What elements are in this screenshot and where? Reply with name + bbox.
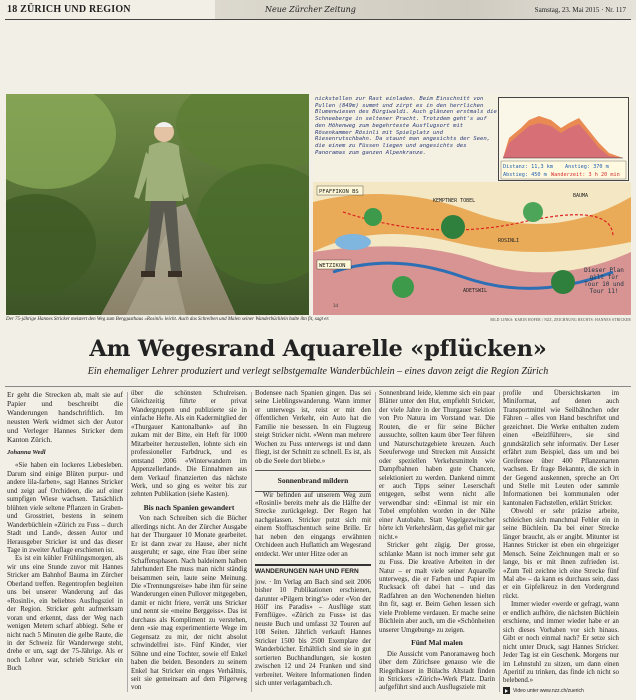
column-divider: [251, 392, 252, 692]
elevation-profile: [498, 97, 629, 181]
article-headline: Am Wegesrand Aquarelle «pflücken»: [89, 336, 547, 362]
video-link-text: Video unter www.nzz.ch/zuerich: [513, 687, 584, 694]
article-column-1: [7, 390, 123, 674]
paragraph: Obwohl er sehr präzise arbeite, schleichen sich manchmal Fehler ein in seine Büchlein. Da bei einer Strecke länger braucht, als er angibt. Mitunter ist Hannes Stricker ist eben ein ehrgeiziger Mensch. Seine Zeichnungen malt er so lange, bis er mit ihnen zufrieden ist. «Zum Teil zeichne ich eine Strecke fünf Mal ab» – da kann es durchaus sein, dass er ein Gipfelkreuz in den Vordergrund rückt.: [503, 508, 619, 600]
section-title: 18 ZÜRICH UND REGION: [7, 4, 131, 15]
paragraph: Sonnenbrand leide, klemme sich ein paar Blätter unter den Hut, empfiehlt Stricker, der viele Jahre in der Thurgauer Sektion von Pro Natura im Vorstand war. Die Routen, die er für seine Bücher aussuchte, sollten kaum über Teer führen und Naturschutzgebiete kreuzen. Auch Seeuferwege und Strecken mit Aussicht oder speziellen Verkehrsmitteln wie Dampfbahnen haben gute Chancen, selektioniert zu werden. Dankend nimmt er auch Tipps seiner Leserschaft entgegen, selbst wenn nicht alle verwendbar sind: «Einmal ist mir ein Tobel empfohlen worden in der Nähe einer Autobahn. Statt Vogelgezwitscher hörte ich Verkehrslärm, das gefiel mir gar nicht.»: [379, 390, 495, 541]
paragraph: Wir befinden auf unserem Weg zum «Rosinli» bereits mehr als die Hälfte der Strecke zurückgelegt. Der Regen hat nachgelassen. Stricker putzt sich mit einem Stofftaschentuch seine Brille. Er hat neben den eingangs erwähnten Orchideen auch Huflattich am Wegesrand entdeckt. Wer unter Hitze oder an: [255, 491, 371, 558]
issue-date: Samstag, 23. Mai 2015 · Nr. 117: [534, 6, 626, 14]
subheading-box: [255, 470, 371, 491]
article-column-2: [131, 390, 247, 693]
article-column-4: [379, 390, 495, 693]
info-box-text: jow. · Im Verlag am Bach sind seit 2006 bisher 10 Publikationen erschienen, darunter «Pilgern bringt's» oder «Von der Höll' ins Paradis» – Ausflüge statt Fernflüge». «Zürich zu Fuss» ist das neuste Buch und umfasst 32 Touren auf 108 Seiten. Jährlich verkauft Hannes Stricker 1500 bis 2500 Exemplare der Wanderbücher. Erhältlich sind sie in gut sortierten Buchhandlungen, sie kosten zwischen 12 und 24 Franken und sind verbreitet. Weitere Informationen finden sich unter verlagambach.ch.: [255, 578, 371, 688]
article-subhead: Ein ehemaliger Lehrer produziert und verlegt selbstgemalte Wanderbüchlein – eines davon zeigt die Region Zürich: [87, 366, 549, 377]
distance-label: Distanz: 11,3 km: [503, 164, 553, 170]
place-label: ROSINLI: [498, 238, 520, 244]
hiker-illustration: [6, 94, 309, 315]
place-label: WETZIKON: [319, 263, 346, 269]
video-link[interactable]: [503, 687, 627, 694]
video-play-icon: [503, 687, 510, 694]
info-box: [255, 564, 371, 688]
paragraph: Bodensee nach Spanien gingen. Das sei seine Lieblingswanderung. Wann immer er unterwegs ist, reist er mit den öffentlichen Verkehr, ein Auto hat die Familie nie besessen. In ein Flugzeug steigt Stricker nicht. «Wenn man mehrere Wochen zu Fuss unterwegs ist und dann fliegt, ist der Schnitt zu schnell. Es ist, als ob die Seele dort bliebe.»: [255, 390, 371, 465]
article-column-5: [503, 390, 619, 686]
column-divider: [375, 392, 376, 692]
column-divider: [127, 392, 128, 692]
watercolor-map: [313, 94, 631, 315]
paragraph: Von nach Schreiben sich die Bücher allerdings nicht. An der Zürcher Ausgabe hat der Thurgauer 10 Monate gearbeitet. Er ist dann zwar zu Hause, aber nicht ausgeruht; er sage, eine Frau über seine Schaffensphasen. Nach baldeinem halben Jahrhundert Ehe muss man nicht ständig beisammen sein, laute seine Meinung. Die «Trennungsreise» habe ihm für seine Wanderungen einen Pullover mitgegeben, damit er nicht friere, verrät uns Stricker und nennt sie «meine Berggeiss». Das ist durchaus als Kompliment zu verstehen, denn «sie mag experimentierte Wege im Gegensatz zu mir, der nicht absolut schwindelfrei ist». Fünf Kinder, vier Söhne und eine Tochter, sowie elf Enkel haben die beiden. Besonders zu seinem Enkel hat Stricker ein enges Verhältnis, seit sie gemeinsam auf dem Pilgerweg von: [131, 515, 247, 692]
subheading: Sonnenbrand mildern: [277, 476, 349, 486]
paragraph: Immer wieder «werde er gefragt, wann er endlich aufhöre, die nächsten Büchlein erschiene, und immer wieder habe er an sich dieses Vorhaben vor sich hinaus. Gibt er noch einmal nach? Er setze sich nicht unter Druck, sagt Hannes Stricker. Jeder Tag ist ein Geschenk. Morgens nur im Lehnstuhl zu sitzen, um dann einen Aperitif zu trinken, das finde ich nicht so belebend.»: [503, 601, 619, 685]
paragraph: Es ist ein kühler Frühlingsmorgen, als wir uns eine Stunde zuvor mit Hannes Stricker am Bahnhof Bauma im Zürcher Oberland treffen. Regentropfen begleiten uns bei unserer Wanderung auf das «Rosinli», ein beliebtes Ausflugsziel in der Region. Stricker geht aufmerksam voran und erkennt, dass der Weg nach wenigen Metern scharf abbiegt. Sehe er nicht nach 5 Minuten die gelbe Raute, die in der Schweiz für Wanderwege steht, drehe er um, sagt der 75-Jährige. Als er noch Lehrer war, schrieb Stricker ein Buch: [7, 555, 123, 673]
place-label: BAUMA: [573, 193, 589, 199]
paragraph: Stricker geht zügig. Der grosse, schlanke Mann ist noch immer sehr gut zu Fuss. Die kreative Arbeiten in der Natur – er malt viele seiner Aquarelle unterwegs, die er Farben und Papier im Rucksack oft dabei hat – und das Radfahren an den Wochenenden hielten ihn fit, sagt er. Beim Gehen lessen sich viele Probleme verdauen. Er mache seine Büchlein aber auch, um die «Schönheiten unserer Umgebung» zu zeigen.: [379, 542, 495, 634]
column-divider: [499, 392, 500, 692]
ascent-label: Anstieg: 370 m: [565, 164, 609, 170]
hiker-photo: [6, 94, 309, 315]
article-lead: Er geht die Strecken ab, malt sie auf Papier und beschreibt die Wanderungen handschriftlich. Im neusten Werk widmet sich der Autor und Verleger Hannes Stricker dem Kanton Zürich.: [7, 390, 123, 444]
headline-rule: [5, 386, 631, 387]
place-label: KEMPTNER TOBEL: [433, 198, 476, 204]
paragraph: Die Aussicht vom Panoramaweg hoch über dem Zürichsee genauso wie die Riegelhäuser in Bülachs Altstadt finden in Strickers «Zürich»-Werk Platz. Darin aufgeführt sind auch Ausflugsziele mit: [379, 650, 495, 692]
article-column-3: [255, 390, 371, 689]
photo-credit: BILD LINKS: KARIN HOFER / NZZ, ZEICHNUNG RECHTS: HANNES STRICKER: [490, 318, 631, 322]
author-byline: Johanna Wedl: [7, 449, 46, 456]
paragraph: profile und Übersichtskarten im Miniformat, auf denen auch Transportmittel wie Seilbähnchen oder Fähren – alles von Hand beschriftet und gezeichnet. Die Werke enthalten zudem einen «Beizlführer», sie sind grundsätzlich sehr informativ. Der Leser erfährt zum Beispiel, dass um und bei Greifensee über 400 Pflanzenarten wachsen. Er frage Bekannte, die sich in der Gegend auskennen, spreche an Ort und Stelle mit Leuten oder sammle Informationen bei kommunalen oder kantonalen Fachstellen, erklärt Stricker.: [503, 390, 619, 507]
paragraph: «Sie haben ein lockeres Liebesleben. Darum sind einige Blüten purpur- und andere lila-farben», sagt Hannes Stricker und zeigt auf Orchideen, die auf einer sumpfigen Wiese wachsen. Tatsächlich blühten viele seltene Pflanzen in Graben- und Grosstriet, bestens in seinem Wanderbüchlein «Zürich zu Fuss – durch Stadt und Land», dessen Autor und Herausgeber Stricker ist und das dieser Tage in zweiter Auflage erschienen ist.: [7, 462, 123, 554]
place-label: ADETSWIL: [463, 288, 488, 294]
place-label: PFAFFIKON BS: [319, 189, 359, 195]
booklet-page-number: 34: [333, 304, 338, 309]
plan-note: Dieser Plan gilt für Tour 10 und Tour 11!: [584, 267, 624, 295]
page-header: [0, 0, 636, 22]
time-label: Wanderzeit: 3 h 20 min: [551, 172, 620, 178]
header-rule: [5, 19, 631, 20]
elevation-chart: [499, 98, 628, 180]
info-box-title: WANDERUNGEN NAH UND FERN: [255, 568, 359, 576]
paragraph: über die schönsten Schulreisen. Gleichzeitig führte er privat Wandergruppen und publizierte sie in einfache Hefte. Als ein Kadermitglied der «Thurgauer Kantonalbank» auf ihn zukam mit der Bitte, ein Heft für 1000 Mitarbeiter herzustellen, lohnte sich ein professioneller Farbdruck, und es entstand 2006 «Winterwandern im Appenzellerland». Die Einnahmen aus dem Verkauf finanzierten das nächste Werk, und so ging es weiter bis zur zehnten Publikation (siehe Kasten).: [131, 390, 247, 499]
descent-label: Abstieg: 450 m: [503, 172, 547, 178]
subheading: Bis nach Spanien gewandert: [143, 502, 235, 512]
newspaper-name: Neue Zürcher Zeitung: [265, 5, 356, 14]
handwritten-route-text: nickstellen zur Rast einladen. Beim Einschnitt von Pullen (849m) summt und zirpt es in den herrlichen Blumenwiesen des Bürgiwaldi. Auch glänzen erstmals die Schneeberge in seltener Pracht. Trotzdem geht's auf den Höhenweg zum begehrteste Ausflugsort mit Rösenkammer Rösinli mit Spielplatz und Riesenrutschbahn. Da staunt man angesichts der Seen, die einem zu Füssen liegen und angesichts des Panoramas zum ganzen Alpenkranze.: [315, 96, 497, 156]
route-map-illustration: [313, 182, 631, 315]
subheading: Fünf Mal malen: [411, 638, 463, 648]
photo-caption: Der 75-jährige Hannes Stricker meistert den Weg zum Berggasthaus «Rosinli» leicht. Auch das Schreiben und Malen seiner Wanderbüchlein halte ihn fit, sagt er.: [6, 317, 330, 322]
